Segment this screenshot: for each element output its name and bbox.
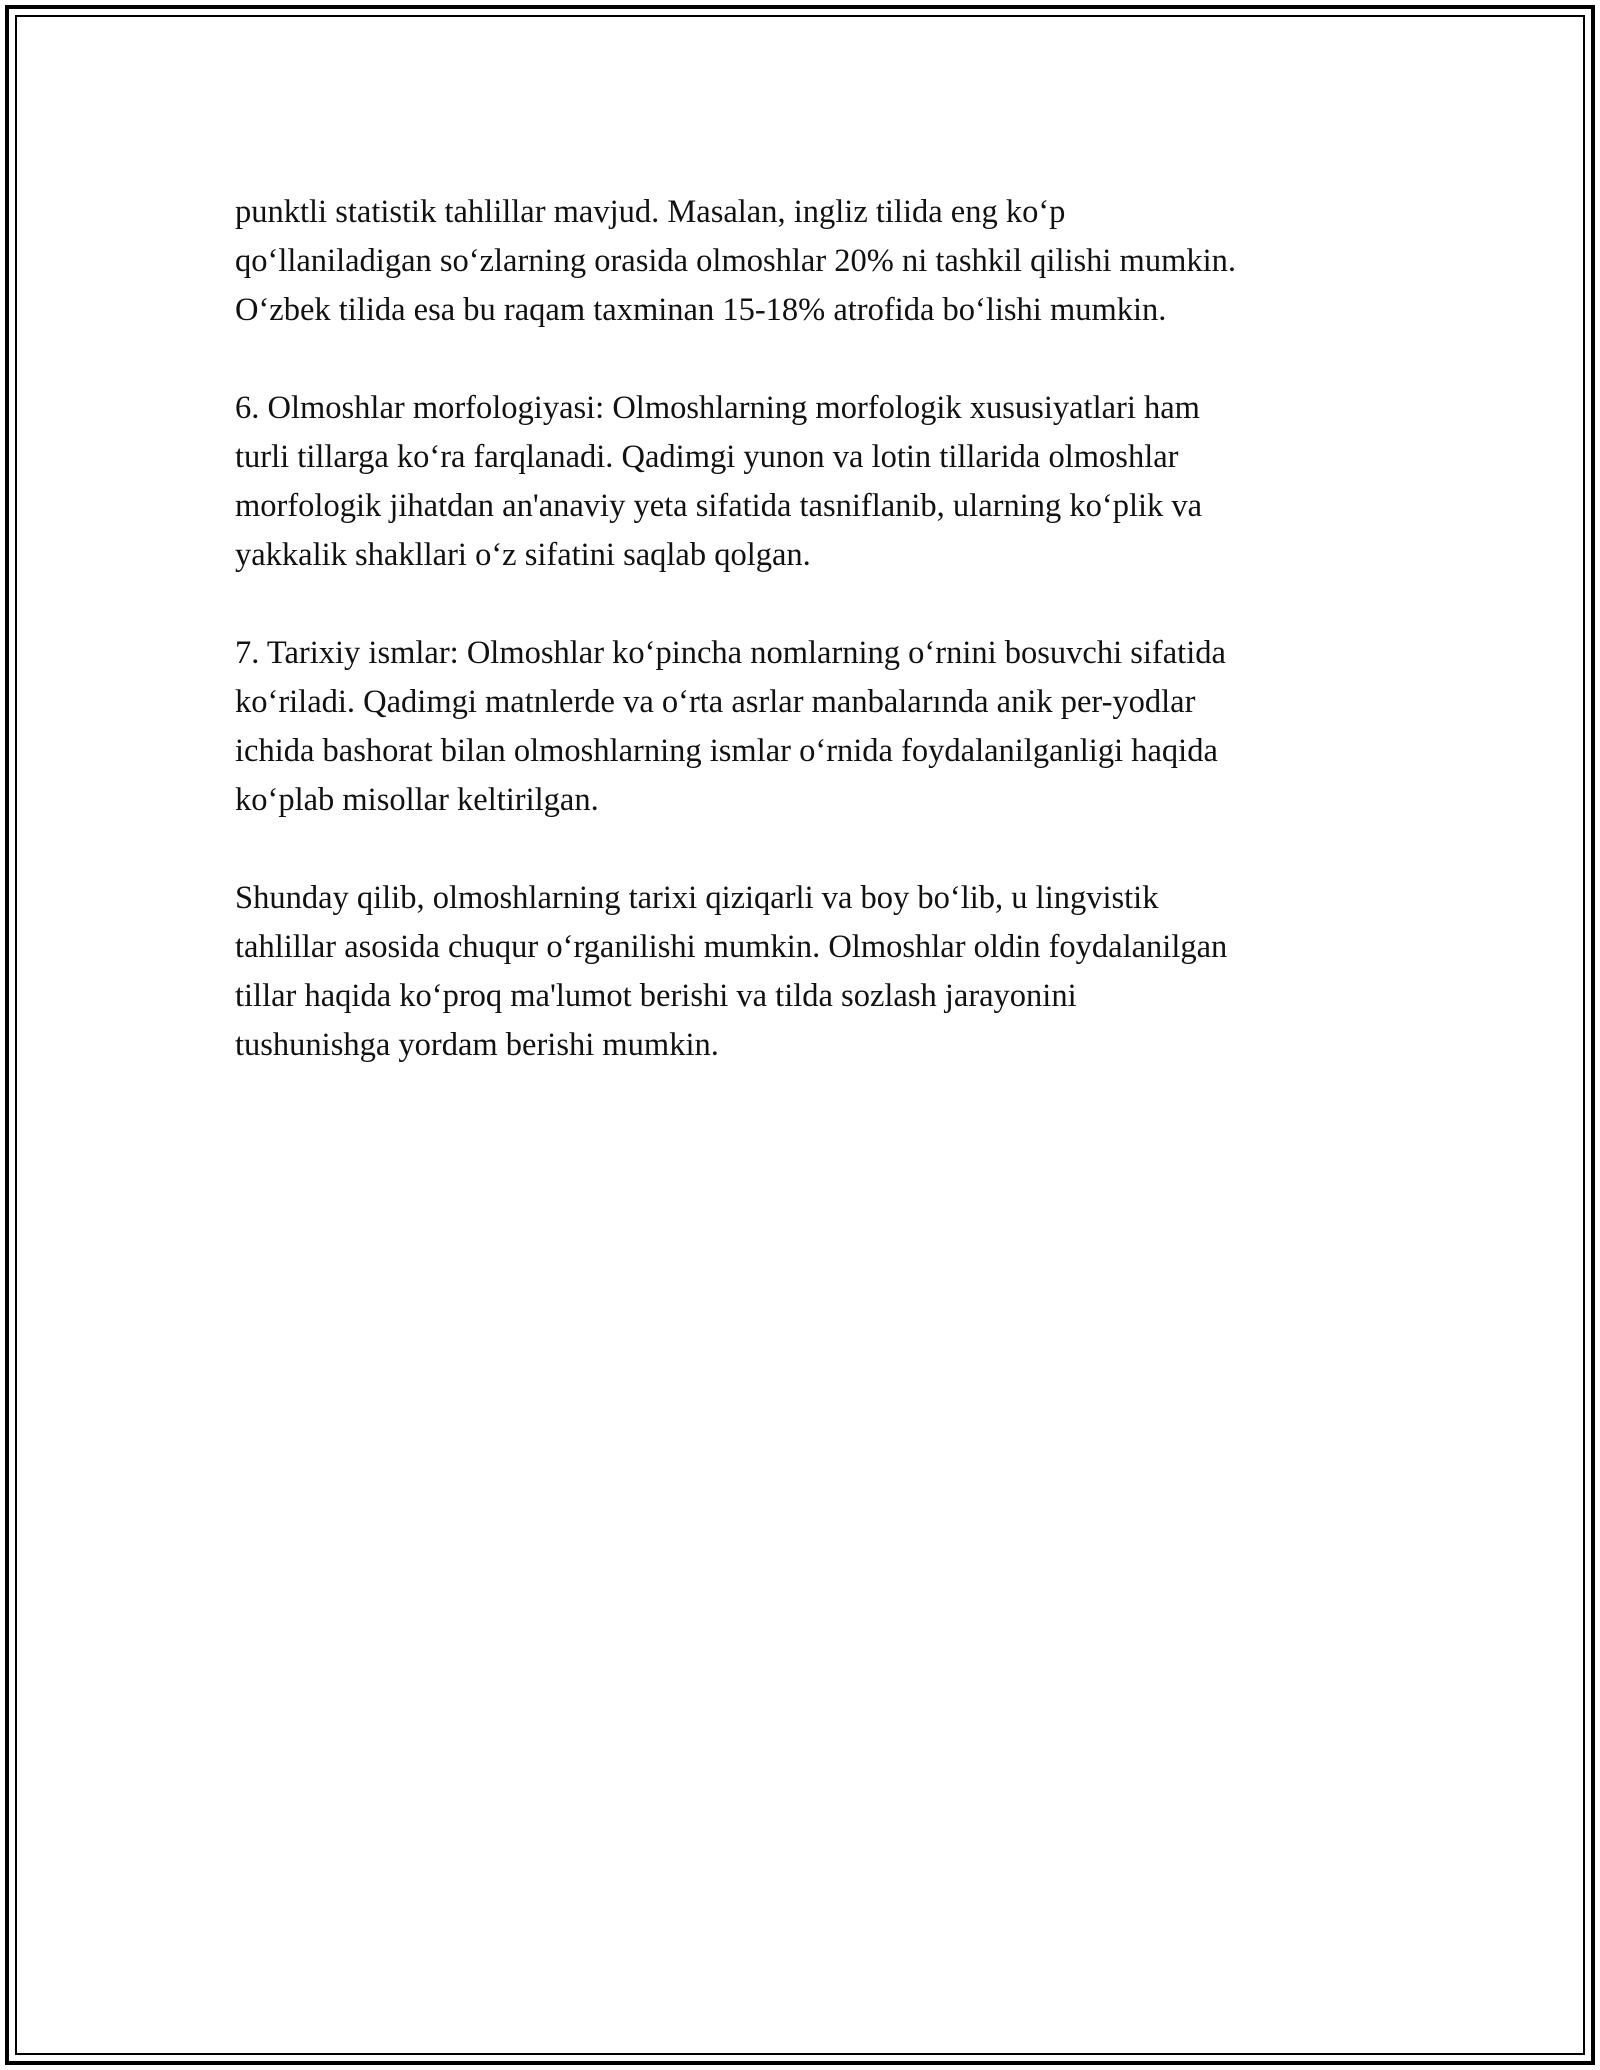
paragraph-historical-names: 7. Tarixiy ismlar: Olmoshlar ko‘pincha nomlarning o‘rnini bosuvchi sifatida ko‘riladi. Qadimgi matnlerde va o‘rta asrlar manbalarında anik per-yodlar ichida bashorat bilan olmoshlarning ismlar o‘rnida foydalanilganligi haqida ko‘plab misollar keltirilgan. — [235, 635, 1226, 818]
paragraph-conclusion: Shunday qilib, olmoshlarning tarixi qiziqarli va boy bo‘lib, u lingvistik tahlillar asosida chuqur o‘rganilishi mumkin. Olmoshlar oldin foydalanilgan tillar haqida ko‘proq ma'lumot berishi va tilda sozlash jarayonini tushunishga yordam berishi mumkin. — [235, 880, 1228, 1063]
paragraph-morphology: 6. Olmoshlar morfologiyasi: Olmoshlarning morfologik xususiyatlari ham turli tillarga ko‘ra farqlanadi. Qadimgi yunon va lotin tillarida olmoshlar morfologik jihatdan an'anaviy yeta sifatida tasniflanib, ularning ko‘plik va yakkalik shakllari o‘z sifatini saqlab qolgan. — [235, 390, 1203, 573]
document-body — [235, 188, 1375, 1119]
paragraph-statistics: punktli statistik tahlillar mavjud. Masalan, ingliz tilida eng ko‘p qo‘llaniladigan so‘zlarning orasida olmoshlar 20% ni tashkil qilishi mumkin. O‘zbek tilida esa bu raqam taxminan 15-18% atrofida bo‘lishi mumkin. — [235, 194, 1237, 328]
